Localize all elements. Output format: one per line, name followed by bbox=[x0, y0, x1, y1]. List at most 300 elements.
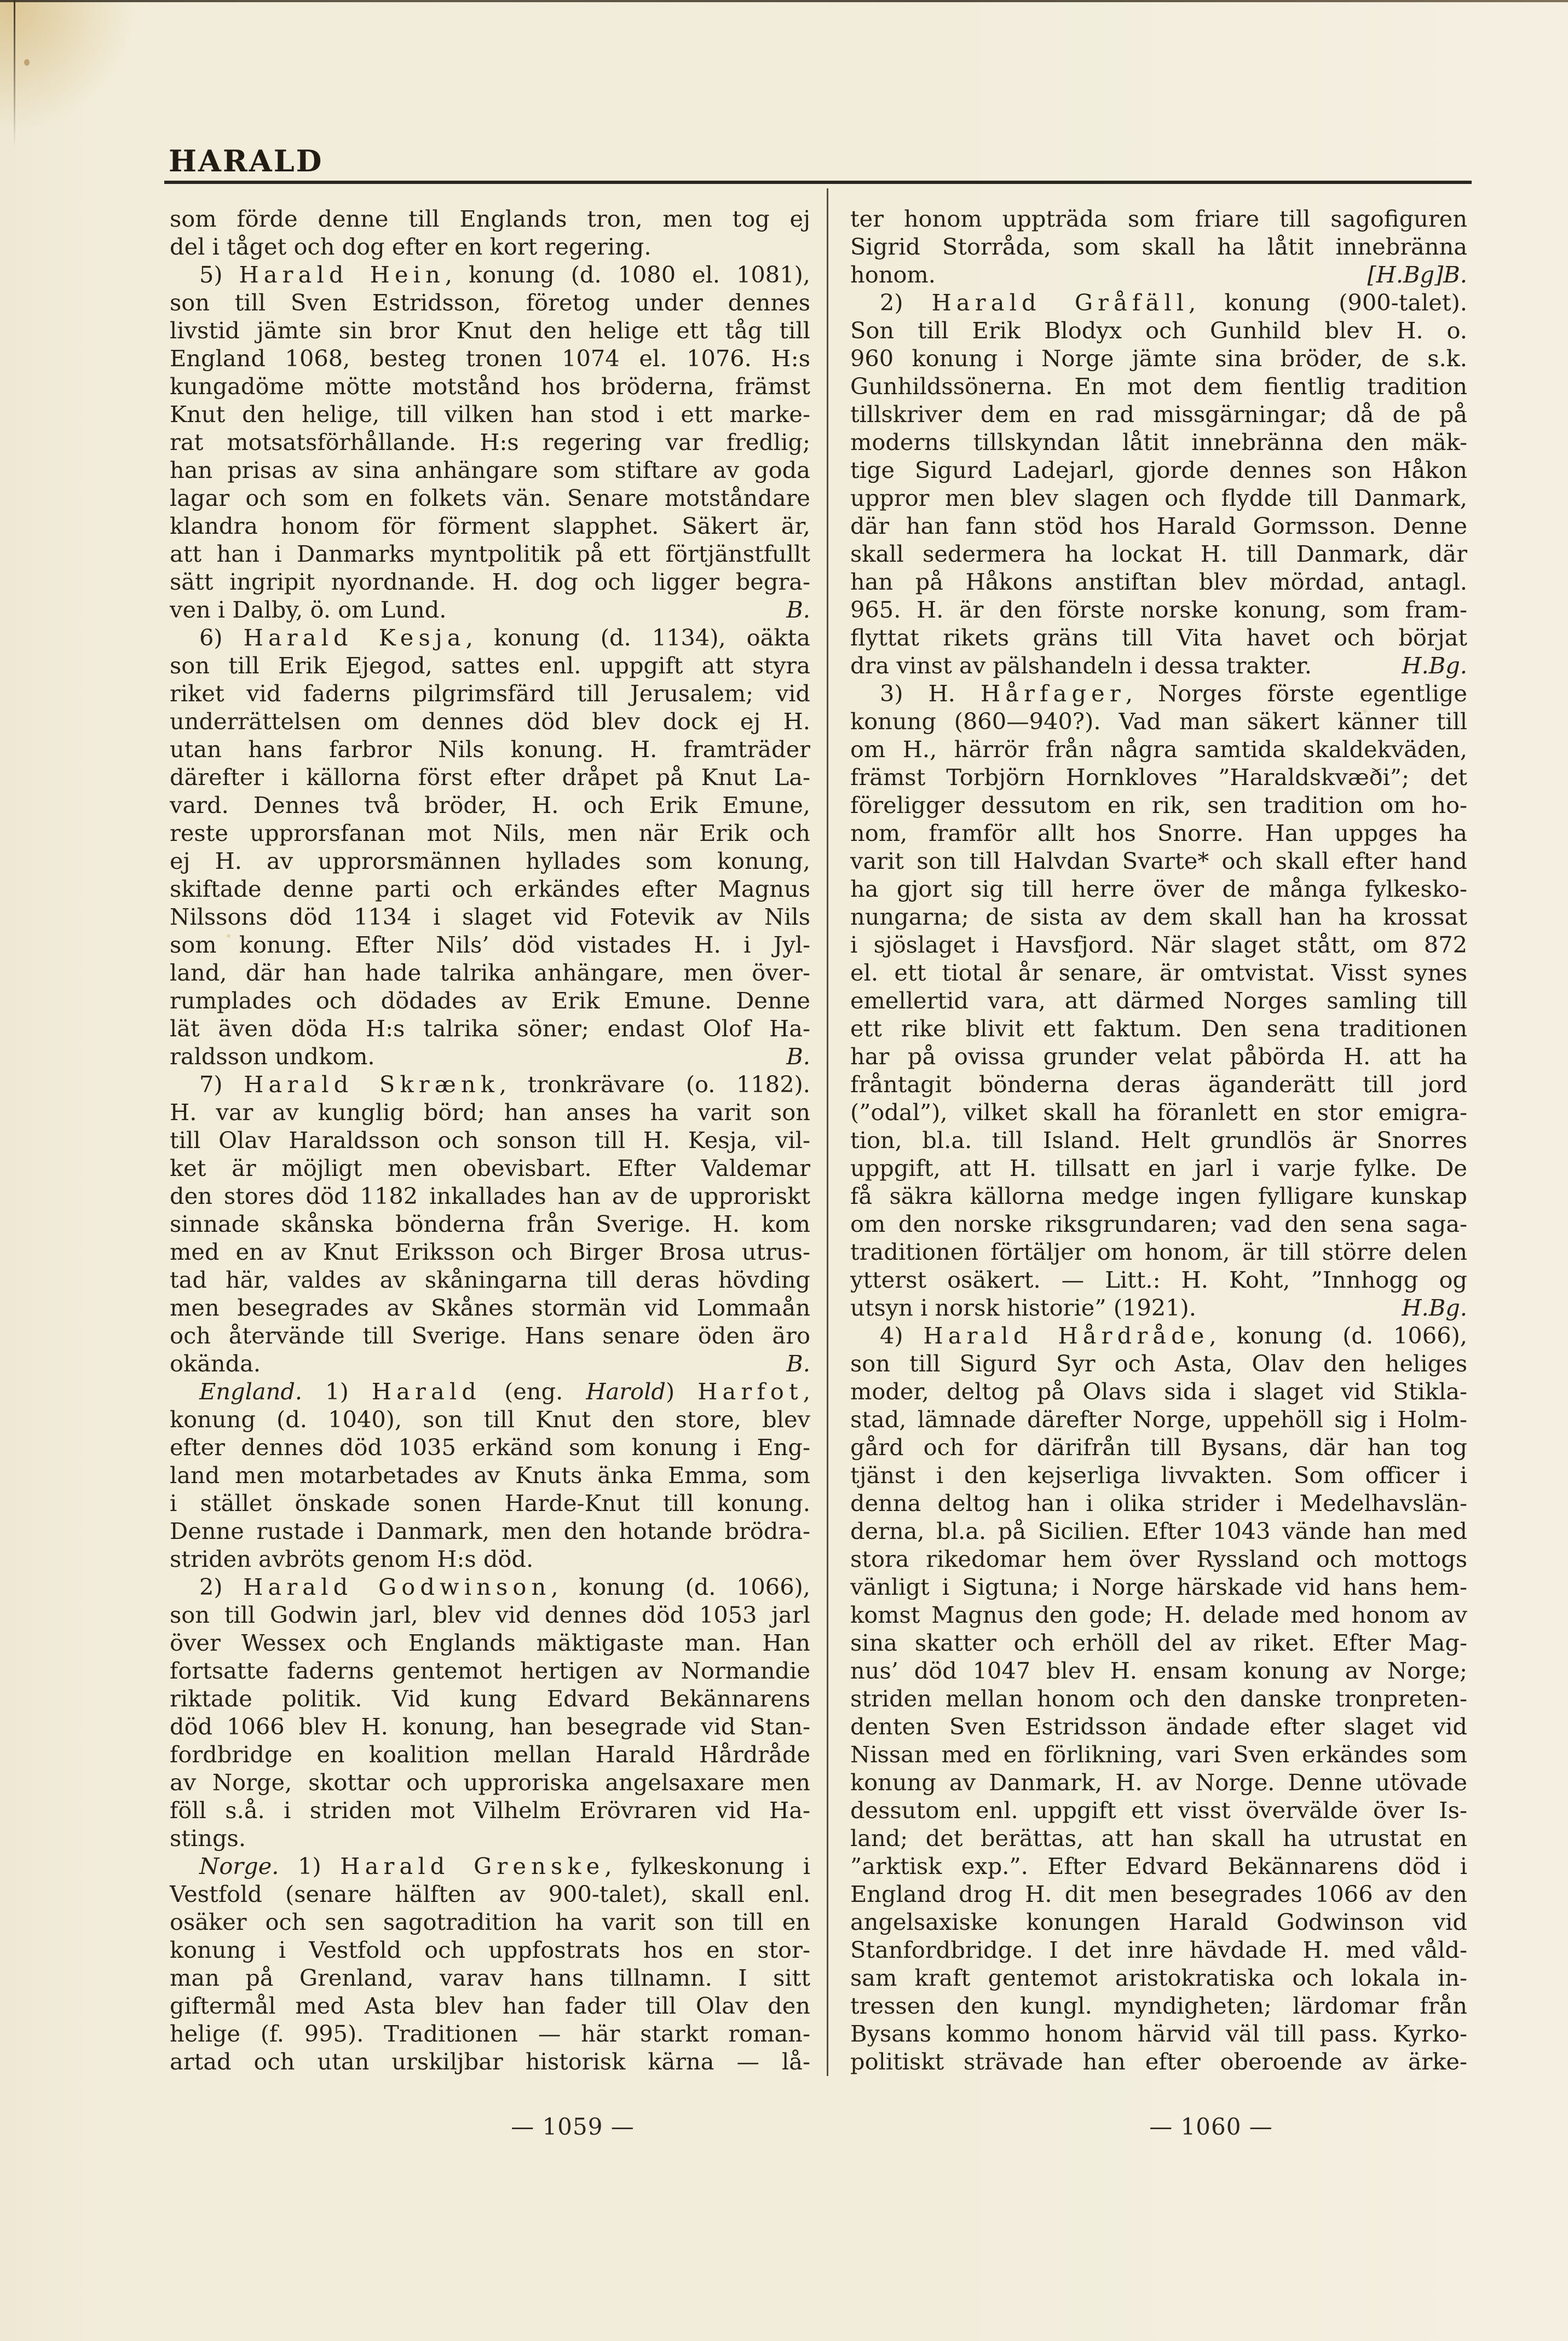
text-line bbox=[850, 1126, 1467, 1154]
text-line bbox=[850, 819, 1467, 847]
text-segment: död 1066 blev H. konung, han besegrade vid Stan- bbox=[170, 1713, 810, 1740]
text-segment: rat motsatsförhållande. H:s regering var fredlig; bbox=[170, 429, 810, 455]
text-line bbox=[170, 1266, 810, 1294]
text-segment: underrättelsen om dennes död blev dock ej H. bbox=[170, 708, 810, 735]
text-segment: tjänst i den kejserliga livvakten. Som officer i bbox=[850, 1462, 1467, 1489]
text-line bbox=[850, 1433, 1467, 1461]
text-segment: fråntagit bönderna deras äganderätt till jord bbox=[850, 1071, 1467, 1098]
text-line bbox=[850, 1322, 1467, 1350]
text-line bbox=[850, 1545, 1467, 1573]
text-segment: där han fann stöd hos Harald Gormsson. Denne bbox=[850, 512, 1467, 539]
text-segment: nom, framför allt hos Snorre. Han uppges ha bbox=[850, 820, 1467, 846]
text-segment: emellertid vara, att därmed Norges samling till bbox=[850, 987, 1467, 1014]
text-segment: Gunhildssönerna. En mot dem fientlig tradition bbox=[850, 373, 1467, 400]
text-segment: tion, bl.a. till Island. Helt grundlös är Snorres bbox=[850, 1127, 1467, 1154]
text-segment: traditionen förtäljer om honom, är till större delen bbox=[850, 1238, 1467, 1265]
text-line bbox=[850, 400, 1467, 428]
text-segment: artad och utan urskiljbar historisk kärna — lå- bbox=[170, 2048, 810, 2075]
text-segment: Knut den helige, till vilken han stod i ett marke- bbox=[170, 401, 810, 428]
text-line bbox=[170, 205, 810, 233]
header-rule bbox=[164, 181, 1472, 184]
text-line bbox=[170, 1852, 810, 1880]
text-segment: 4) bbox=[880, 1322, 924, 1349]
text-line bbox=[170, 1908, 810, 1936]
text-segment: skall sedermera ha lockat H. till Danmark, där bbox=[850, 540, 1467, 567]
text-segment: land men motarbetades av Knuts änka Emma, som bbox=[170, 1462, 810, 1489]
column-divider bbox=[827, 188, 828, 2076]
text-segment: uppgift, att H. tillsatt en jarl i varje fylke. De bbox=[850, 1155, 1467, 1181]
text-segment: , konung (d. 1134), oäkta bbox=[465, 624, 810, 651]
text-segment: 960 konung i Norge jämte sina bröder, de s.k. bbox=[850, 345, 1467, 372]
text-line bbox=[850, 1992, 1467, 2020]
text-segment: land; det berättas, att han skall ha utrustat en bbox=[850, 1825, 1467, 1852]
text-line bbox=[170, 1489, 810, 1517]
text-segment: sinnade skånska bönderna från Sverige. H. kom bbox=[170, 1210, 810, 1237]
text-line bbox=[170, 428, 810, 456]
text-segment: Harald Gråfäll bbox=[931, 289, 1189, 316]
text-segment: tad här, valdes av skåningarna till deras hövding bbox=[170, 1266, 810, 1293]
text-segment: England 1068, besteg tronen 1074 el. 1076. H:s bbox=[170, 345, 810, 372]
text-segment: konung (d. 1040), son till Knut den store, blev bbox=[170, 1406, 810, 1433]
text-line bbox=[170, 1350, 810, 1377]
text-line bbox=[850, 456, 1467, 484]
text-line bbox=[170, 1573, 810, 1601]
text-segment: skiftade denne parti och erkändes efter Magnus bbox=[170, 875, 810, 902]
text-segment: H. var av kunglig börd; han anses ha varit son bbox=[170, 1099, 810, 1126]
text-segment: giftermål med Asta blev han fader till Olav den bbox=[170, 1992, 810, 2019]
text-line bbox=[170, 2048, 810, 2075]
text-line bbox=[170, 233, 810, 261]
text-segment: Hårfager bbox=[980, 680, 1126, 707]
text-segment: föreligger dessutom en rik, sen tradition om ho- bbox=[850, 792, 1467, 818]
text-line bbox=[850, 1517, 1467, 1545]
text-line bbox=[850, 1405, 1467, 1433]
text-segment: Harold bbox=[586, 1378, 666, 1405]
text-line bbox=[170, 847, 810, 875]
text-line bbox=[170, 651, 810, 679]
text-line bbox=[170, 400, 810, 428]
text-segment: 2) bbox=[880, 289, 932, 316]
text-line bbox=[850, 1014, 1467, 1042]
author-signature: B. bbox=[786, 1043, 810, 1070]
text-line bbox=[850, 791, 1467, 819]
text-line bbox=[850, 1712, 1467, 1740]
text-segment: England drog H. dit men besegrades 1066 av den bbox=[850, 1881, 1467, 1907]
text-segment: vänligt i Sigtuna; i Norge härskade vid hans hem- bbox=[850, 1573, 1467, 1600]
text-line bbox=[170, 791, 810, 819]
text-segment: Harald bbox=[371, 1378, 481, 1405]
text-segment: därefter i källorna först efter dråpet på Knut La- bbox=[170, 764, 810, 791]
text-line bbox=[170, 289, 810, 316]
text-segment: fortsatte faderns gentemot hertigen av Normandie bbox=[170, 1657, 810, 1684]
text-line bbox=[170, 735, 810, 763]
text-line bbox=[170, 596, 810, 624]
text-segment: ej H. av upprorsmännen hyllades som konung, bbox=[170, 847, 810, 874]
text-line bbox=[170, 456, 810, 484]
text-line bbox=[850, 1601, 1467, 1629]
text-line bbox=[850, 205, 1467, 233]
text-segment: sätt ingripit nyordnande. H. dog och ligger begra- bbox=[170, 568, 810, 595]
text-segment: kungadöme mötte motstånd hos bröderna, främst bbox=[170, 373, 810, 400]
author-signature: [H.Bg]B. bbox=[1367, 261, 1467, 288]
text-segment: 965. H. är den förste norske konung, som fram- bbox=[850, 596, 1467, 623]
author-signature: B. bbox=[786, 596, 810, 623]
text-line bbox=[850, 316, 1467, 344]
text-segment: moderns tillskyndan låtit innebränna den mäk- bbox=[850, 429, 1467, 455]
text-line bbox=[170, 1740, 810, 1768]
text-line bbox=[850, 1852, 1467, 1880]
text-segment: ket är möjligt men obevisbart. Efter Valdemar bbox=[170, 1155, 810, 1181]
text-line bbox=[170, 763, 810, 791]
text-segment: tressen den kungl. myndigheten; lärdomar från bbox=[850, 1992, 1467, 2019]
text-line bbox=[850, 959, 1467, 987]
text-line bbox=[170, 1294, 810, 1322]
text-segment: , konung (d. 1066), bbox=[1209, 1322, 1467, 1349]
text-line bbox=[170, 1992, 810, 2020]
left-column bbox=[170, 205, 810, 2075]
text-line bbox=[170, 624, 810, 651]
text-line bbox=[850, 1908, 1467, 1936]
text-segment: komst Magnus den gode; H. delade med honom av bbox=[850, 1601, 1467, 1628]
page-number-left: — 1059 — bbox=[511, 2113, 635, 2140]
text-line bbox=[850, 1796, 1467, 1824]
text-segment: ha gjort sig till herre över de många fylkesko- bbox=[850, 875, 1467, 902]
text-line bbox=[850, 707, 1467, 735]
text-segment: ett rike blivit ett faktum. Den sena traditionen bbox=[850, 1015, 1467, 1042]
text-line bbox=[170, 1070, 810, 1098]
text-segment: man på Grenland, varav hans tillnamn. I sitt bbox=[170, 1964, 810, 1991]
text-line bbox=[170, 1182, 810, 1210]
text-segment: Harfot bbox=[697, 1378, 803, 1405]
text-segment: (”odal”), vilket skall ha föranlett en stor emigra- bbox=[850, 1099, 1467, 1126]
text-segment: av Norge, skottar och upproriska angelsaxare men bbox=[170, 1769, 810, 1796]
text-segment: Harald Godwinson bbox=[243, 1573, 551, 1600]
text-line bbox=[170, 1964, 810, 1992]
text-segment: ytterst osäkert. — Litt.: H. Koht, ”Innhogg og bbox=[850, 1266, 1467, 1293]
text-line bbox=[850, 512, 1467, 540]
text-segment: riktade politik. Vid kung Edvard Bekännarens bbox=[170, 1685, 810, 1712]
text-line bbox=[170, 1880, 810, 1908]
text-line bbox=[850, 735, 1467, 763]
text-line bbox=[850, 428, 1467, 456]
text-segment: stora rikedomar hem över Ryssland och mottogs bbox=[850, 1546, 1467, 1572]
text-segment: Harald Hårdråde bbox=[923, 1322, 1209, 1349]
text-segment: 1) bbox=[279, 1853, 341, 1879]
text-segment: Nissan med en förlikning, vari Sven erkändes som bbox=[850, 1741, 1467, 1768]
text-segment: helige (f. 995). Traditionen — här starkt roman- bbox=[170, 2020, 810, 2047]
text-segment: 3) H. bbox=[880, 680, 981, 707]
text-line bbox=[170, 1629, 810, 1657]
text-line bbox=[850, 1238, 1467, 1266]
text-segment: utsyn i norsk historie” (1921). bbox=[850, 1294, 1196, 1321]
text-segment: nus’ död 1047 blev H. ensam konung av Norge; bbox=[850, 1657, 1467, 1684]
text-segment: lagar och som en folkets vän. Senare motståndare bbox=[170, 485, 810, 511]
text-segment: moder, deltog på Olavs sida i slaget vid Stikla- bbox=[850, 1378, 1467, 1405]
text-segment: nungarna; de sista av dem skall han ha krossat bbox=[850, 903, 1467, 930]
text-segment: konung av Danmark, H. av Norge. Denne utövade bbox=[850, 1769, 1467, 1796]
text-line bbox=[850, 484, 1467, 512]
text-line bbox=[170, 875, 810, 903]
text-line bbox=[170, 540, 810, 568]
text-line bbox=[170, 1210, 810, 1238]
text-line bbox=[850, 1936, 1467, 1964]
text-segment: gård och for därifrån till Bysans, där han tog bbox=[850, 1434, 1467, 1461]
text-segment: angelsaxiske konungen Harald Godwinson vid bbox=[850, 1908, 1467, 1935]
text-line bbox=[850, 1350, 1467, 1377]
text-segment: striden avbröts genom H:s död. bbox=[170, 1546, 534, 1572]
text-segment: honom. bbox=[850, 261, 936, 288]
text-segment: Norge. bbox=[199, 1853, 279, 1879]
text-line bbox=[850, 261, 1467, 289]
text-segment: konung (860—940?). Vad man säkert känner till bbox=[850, 708, 1467, 735]
text-segment: Harald Skrænk bbox=[244, 1071, 500, 1098]
text-segment: tige Sigurd Ladejarl, gjorde dennes son Håkon bbox=[850, 457, 1467, 483]
text-segment: han på Håkons anstiftan blev mördad, antagl. bbox=[850, 568, 1467, 595]
text-line bbox=[850, 540, 1467, 568]
text-segment: son till Sigurd Syr och Asta, Olav den heliges bbox=[850, 1350, 1467, 1377]
text-line bbox=[170, 679, 810, 707]
text-line bbox=[170, 1685, 810, 1712]
text-segment: rumplades och dödades av Erik Emune. Denne bbox=[170, 987, 810, 1014]
text-segment: dessutom enl. uppgift ett visst övervälde över Is- bbox=[850, 1797, 1467, 1824]
text-line bbox=[850, 1489, 1467, 1517]
text-segment: varit son till Halvdan Svarte* och skall efter hand bbox=[850, 847, 1467, 874]
text-segment: 6) bbox=[199, 624, 244, 651]
text-line bbox=[170, 1824, 810, 1852]
text-segment: vard. Dennes två bröder, H. och Erik Emune, bbox=[170, 792, 810, 818]
text-segment: Harald Kesja bbox=[243, 624, 466, 651]
text-line bbox=[170, 1238, 810, 1266]
text-segment: 2) bbox=[199, 1573, 244, 1600]
text-line bbox=[850, 2048, 1467, 2075]
text-segment: med en av Knut Eriksson och Birger Brosa utrus- bbox=[170, 1238, 810, 1265]
text-segment: , bbox=[803, 1378, 810, 1405]
text-line bbox=[850, 1210, 1467, 1238]
text-segment: Harald Hein bbox=[239, 261, 445, 288]
text-segment: Harald Grenske bbox=[340, 1853, 605, 1879]
text-line bbox=[850, 344, 1467, 372]
text-segment: Nilssons död 1134 i slaget vid Fotevik av Nils bbox=[170, 903, 810, 930]
text-segment: om H., härrör från några samtida skaldekväden, bbox=[850, 736, 1467, 763]
text-segment: dra vinst av pälshandeln i dessa trakter. bbox=[850, 652, 1312, 679]
text-line bbox=[850, 2020, 1467, 2048]
text-line bbox=[170, 1936, 810, 1964]
text-segment: ”arktisk exp.”. Efter Edvard Bekännarens död i bbox=[850, 1853, 1467, 1879]
text-segment: , Norges förste egentlige bbox=[1125, 680, 1467, 707]
text-segment: riket vid faderns pilgrimsfärd till Jerusalem; vid bbox=[170, 680, 810, 707]
page-number-right: — 1060 — bbox=[1149, 2113, 1273, 2140]
text-segment: 5) bbox=[199, 261, 239, 288]
text-segment: ) bbox=[665, 1378, 698, 1405]
text-line bbox=[850, 1629, 1467, 1657]
text-segment: konung i Vestfold och uppfostrats hos en stor- bbox=[170, 1936, 810, 1963]
text-segment: efter dennes död 1035 erkänd som konung i Eng- bbox=[170, 1434, 810, 1461]
text-line bbox=[170, 1768, 810, 1796]
author-signature: H.Bg. bbox=[1402, 1294, 1467, 1321]
text-segment: el. ett tiotal år senare, är omtvistat. Visst synes bbox=[850, 959, 1467, 986]
text-segment: stad, lämnade därefter Norge, uppehöll sig i Holm- bbox=[850, 1406, 1467, 1433]
text-segment: över Wessex och Englands mäktigaste man. Han bbox=[170, 1629, 810, 1656]
text-line bbox=[170, 316, 810, 344]
text-segment: , konung (900-talet). bbox=[1189, 289, 1467, 316]
text-line bbox=[850, 763, 1467, 791]
text-line bbox=[170, 372, 810, 400]
text-line bbox=[850, 1294, 1467, 1322]
text-segment: 7) bbox=[199, 1071, 244, 1098]
text-line bbox=[850, 1182, 1467, 1210]
text-segment: del i tåget och dog efter en kort regering. bbox=[170, 233, 652, 260]
text-segment: Vestfold (senare hälften av 900-talet), skall enl. bbox=[170, 1881, 810, 1907]
text-line bbox=[170, 1545, 810, 1573]
text-line bbox=[850, 233, 1467, 261]
text-segment: son till Sven Estridsson, företog under dennes bbox=[170, 289, 810, 316]
text-line bbox=[170, 512, 810, 540]
text-segment: få säkra källorna medge ingen fylligare kunskap bbox=[850, 1183, 1467, 1209]
scan-left-edge bbox=[14, 0, 15, 148]
text-segment: tillskriver dem en rad missgärningar; då de på bbox=[850, 401, 1467, 428]
page-title: HARALD bbox=[169, 143, 324, 178]
text-line bbox=[170, 1154, 810, 1182]
text-line bbox=[850, 289, 1467, 316]
text-line bbox=[850, 987, 1467, 1014]
text-line bbox=[170, 1461, 810, 1489]
text-line bbox=[850, 1377, 1467, 1405]
text-line bbox=[850, 1573, 1467, 1601]
text-line bbox=[850, 679, 1467, 707]
text-segment: i stället önskade sonen Harde-Knut till konung. bbox=[170, 1490, 810, 1517]
text-line bbox=[170, 1042, 810, 1070]
text-segment: fordbridge en koalition mellan Harald Hårdråde bbox=[170, 1741, 810, 1768]
text-line bbox=[170, 1322, 810, 1350]
text-segment: Denne rustade i Danmark, men den hotande brödra- bbox=[170, 1518, 810, 1544]
text-segment: har på ovissa grunder velat påbörda H. att ha bbox=[850, 1043, 1467, 1070]
text-segment: osäker och sen sagotradition ha varit son till en bbox=[170, 1908, 810, 1935]
text-line bbox=[850, 1824, 1467, 1852]
text-line bbox=[170, 1712, 810, 1740]
text-segment: men besegrades av Skånes stormän vid Lommaån bbox=[170, 1294, 810, 1321]
text-segment: son till Godwin jarl, blev vid dennes död 1053 jarl bbox=[170, 1601, 810, 1628]
text-line bbox=[170, 1517, 810, 1545]
text-segment: att han i Danmarks myntpolitik på ett förtjänstfullt bbox=[170, 540, 810, 567]
scan-top-edge bbox=[0, 0, 1568, 2]
text-segment: Sigrid Storråda, som skall ha låtit innebränna bbox=[850, 233, 1467, 260]
text-segment: utan hans farbror Nils konung. H. framträder bbox=[170, 736, 810, 763]
text-line bbox=[850, 624, 1467, 651]
text-segment: denten Sven Estridsson ändade efter slaget vid bbox=[850, 1713, 1467, 1740]
text-line bbox=[170, 707, 810, 735]
text-line bbox=[170, 2020, 810, 2048]
text-line bbox=[850, 1685, 1467, 1712]
text-segment: föll s.å. i striden mot Vilhelm Erövraren vid Ha- bbox=[170, 1797, 810, 1824]
text-line bbox=[850, 1768, 1467, 1796]
text-segment: till Olav Haraldsson och sonson till H. Kesja, vil- bbox=[170, 1127, 810, 1154]
author-signature: B. bbox=[786, 1350, 810, 1377]
text-segment: om den norske riksgrundaren; vad den sena saga- bbox=[850, 1210, 1467, 1237]
text-segment: stings. bbox=[170, 1825, 246, 1852]
text-segment: som förde denne till Englands tron, men tog ej bbox=[170, 205, 810, 232]
text-segment: denna deltog han i olika strider i Medelhavslän- bbox=[850, 1490, 1467, 1517]
text-line bbox=[170, 987, 810, 1014]
text-line bbox=[170, 568, 810, 596]
text-segment: ven i Dalby, ö. om Lund. bbox=[170, 596, 447, 623]
text-line bbox=[170, 1098, 810, 1126]
text-line bbox=[850, 1657, 1467, 1685]
text-line bbox=[850, 1740, 1467, 1768]
text-segment: sina skatter och erhöll del av riket. Efter Mag- bbox=[850, 1629, 1467, 1656]
text-segment: politiskt strävade han efter oberoende av ärke- bbox=[850, 2048, 1467, 2075]
text-segment: reste upprorsfanan mot Nils, men när Erik och bbox=[170, 820, 810, 846]
right-column bbox=[850, 205, 1467, 2075]
text-line bbox=[170, 1405, 810, 1433]
text-line bbox=[170, 819, 810, 847]
text-segment: flyttat rikets gräns till Vita havet och börjat bbox=[850, 624, 1467, 651]
text-segment: han prisas av sina anhängare som stiftare av goda bbox=[170, 457, 810, 483]
text-line bbox=[170, 931, 810, 959]
text-line bbox=[170, 1796, 810, 1824]
text-segment: , konung (d. 1080 el. 1081), bbox=[445, 261, 810, 288]
text-line bbox=[170, 903, 810, 931]
text-line bbox=[850, 1266, 1467, 1294]
text-segment: klandra honom för förment slapphet. Säkert är, bbox=[170, 512, 810, 539]
author-signature: H.Bg. bbox=[1402, 652, 1467, 679]
text-line bbox=[850, 1964, 1467, 1992]
text-line bbox=[850, 1098, 1467, 1126]
text-segment: , fylkeskonung i bbox=[604, 1853, 810, 1879]
text-segment: lät även döda H:s talrika söner; endast Olof Ha- bbox=[170, 1015, 810, 1042]
text-line bbox=[850, 596, 1467, 624]
paper-stain bbox=[24, 59, 30, 66]
text-line bbox=[170, 344, 810, 372]
text-segment: striden mellan honom och den danske tronpreten- bbox=[850, 1685, 1467, 1712]
text-line bbox=[850, 568, 1467, 596]
text-segment: (eng. bbox=[481, 1378, 586, 1405]
text-line bbox=[170, 959, 810, 987]
text-segment: Bysans kommo honom härvid väl till pass. Kyrko- bbox=[850, 2020, 1467, 2047]
text-line bbox=[850, 372, 1467, 400]
text-line bbox=[850, 1154, 1467, 1182]
text-segment: land, där han hade talrika anhängare, men över- bbox=[170, 959, 810, 986]
text-segment: England. bbox=[199, 1378, 303, 1405]
text-line bbox=[170, 1433, 810, 1461]
text-segment: främst Torbjörn Hornkloves ”Haraldskvæði”; det bbox=[850, 764, 1467, 791]
text-line bbox=[170, 1601, 810, 1629]
text-line bbox=[850, 903, 1467, 931]
text-segment: Stanfordbridge. I det inre hävdade H. med våld- bbox=[850, 1936, 1467, 1963]
text-segment: som konung. Efter Nils’ död vistades H. i Jyl- bbox=[170, 931, 810, 958]
text-segment: raldsson undkom. bbox=[170, 1043, 375, 1070]
text-segment: livstid jämte sin bror Knut den helige ett tåg till bbox=[170, 317, 810, 344]
text-line bbox=[170, 1014, 810, 1042]
text-line bbox=[850, 651, 1467, 679]
text-line bbox=[170, 1126, 810, 1154]
text-segment: uppror men blev slagen och flydde till Danmark, bbox=[850, 485, 1467, 511]
text-segment: och återvände till Sverige. Hans senare öden äro bbox=[170, 1322, 810, 1349]
text-segment: , konung (d. 1066), bbox=[551, 1573, 811, 1600]
text-line bbox=[850, 1880, 1467, 1908]
text-segment: Son till Erik Blodyx och Gunhild blev H. o. bbox=[850, 317, 1467, 344]
text-line bbox=[170, 1377, 810, 1405]
text-segment: son till Erik Ejegod, sattes enl. uppgift att styra bbox=[170, 652, 810, 679]
text-line bbox=[850, 1042, 1467, 1070]
text-line bbox=[170, 484, 810, 512]
text-segment: i sjöslaget i Havsfjord. När slaget stått, om 872 bbox=[850, 931, 1467, 958]
text-line bbox=[850, 847, 1467, 875]
text-segment: sam kraft gentemot aristokratiska och lokala in- bbox=[850, 1964, 1467, 1991]
text-line bbox=[170, 261, 810, 289]
text-segment: derna, bl.a. på Sicilien. Efter 1043 vände han med bbox=[850, 1518, 1467, 1544]
text-line bbox=[850, 931, 1467, 959]
text-segment: , tronkrävare (o. 1182). bbox=[499, 1071, 810, 1098]
